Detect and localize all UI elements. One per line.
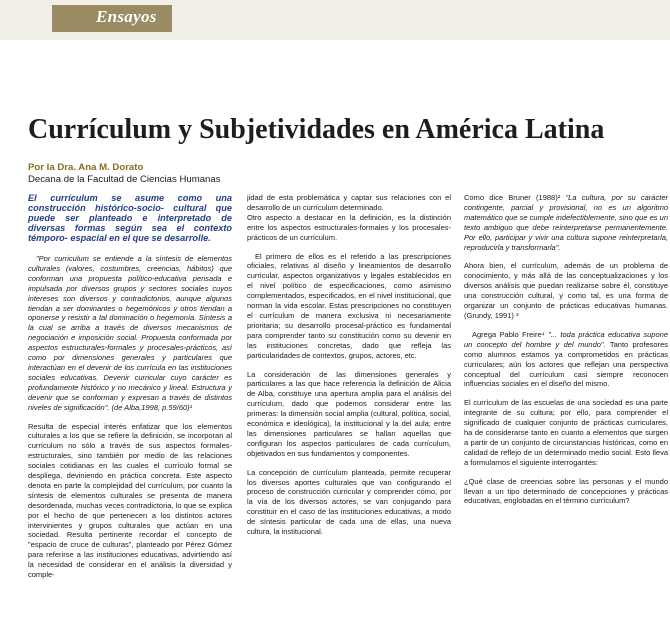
freire-paragraph: [464, 330, 668, 389]
text-column-3: [464, 193, 668, 633]
lead-paragraph: El currículum se asume como una construcción histórico-socio- cultural que puede ser planteado e interpretado de diversas formas según sea el contexto témporo- espacial en el que se desarrolle.: [28, 193, 232, 243]
section-tab: [52, 5, 172, 32]
body-paragraph: El currículum de las escuelas de una sociedad es una parte integrante de su cultura; por ello, para comprender el significado de cualquier conjunto de prácticas curriculares, ha de considerarse tanto en cuanto a elementos que surgen a partir de un conjunto de circunstancias históricas, como en calidad de reflejo de un determinado medio social. Esto lleva a formularnos el siguiente interrogantes:: [464, 398, 668, 467]
body-paragraph: jidad de esta problemática y captar sus relaciones con el desarrollo de un currículum determinado.: [247, 193, 451, 212]
article-author: Por la Dra. Ana M. Dorato: [28, 162, 144, 173]
text-column-1: [28, 193, 232, 633]
body-paragraph: La concepción de currículum planteada, permite recuperar los diversos aportes culturales que van configurando el proceso de construcción curricular y comprender cómo, por la vía de los diversos actores, se van conjugando para constituir en el caso de las instituciones educativas, a modo de síntesis particular de cada una de ellas, una nueva cultura, la institucional.: [247, 467, 451, 537]
citation-intro: Como dice Bruner (1988)²: [464, 193, 561, 202]
citation-intro: Agrega Pablo Freire⁴: [472, 329, 545, 339]
bruner-paragraph: [464, 193, 668, 252]
article-title: Currículum y Subjetividades en América Latina: [28, 114, 605, 145]
body-text: Tanto profesores como alumnos estamos ya comprometidos en prácticas curriculares; aún los actores que reflejan una perspectiva conceptual del currículum casi siempre reconocen influencias sociales en el diseño del mismo.: [464, 339, 668, 389]
text-column-2: [247, 193, 451, 633]
author-role: Decana de la Facultad de Ciencias Humanas: [28, 174, 221, 185]
body-paragraph: Otro aspecto a destacar en la definición, es la distinción entre los aspectos estructurales-formales y los procesales-prácticos de un currículum.: [247, 212, 451, 242]
freire-quote: "... toda práctica educativa supone un concepto del hombre y del mundo".: [464, 329, 668, 349]
bruner-quote: "La cultura, por su carácter contingente, parcial y provisional, no es un algoritmo matemático que se cumple indefectiblemente, sino que es un texto ambiguo que debe reinterpretarse permanentemente. Por ello, participar y vivir una cultura supone reinterpretarla, reproducirla y transformarla".: [464, 193, 668, 252]
body-paragraph: Resulta de especial interés enfatizar que los elementos culturales a los que se refiere la definición, se incorporan al currículum no sólo a través de sus aspectos formales-estructurales, sino también por medio de las relaciones sociales cotidianas en las cuales el currículo formal se despliega, deviniendo en práctica concreta. Este aspecto denota en parte la complejidad del currículum, por cuanto la síntesis de elementos culturales se presenta de manera desordenada, muchas veces contradictoria, lo que se explica por el hecho de que pertenecen a los distintos actores intervinientes y grupos culturales que actúan en una sociedad. Resulta pertinente recordar el concepto de "espacio de cruce de culturas", planteado por Pérez Gómez para referirse a las instituciones educativas, advirtiendo así la necesidad de considerar en el análisis la diversidad y comple-: [28, 421, 232, 580]
body-paragraph: La consideración de las dimensiones generales y particulares a las que hace referencia la definición de Alicia de Alba, constituye una apertura amplia para el análisis del currículum, dado que podemos considerar entre las primeras: la dimensión social amplia (cultural, política, social, económica e ideológica), la institucional y la del aula; entre las dimensiones particulares se hallan aquellas que configuran los aspectos particulares de cada currículum, objetivados en sus fundamentos y componentes.: [247, 369, 451, 458]
section-label: Ensayos: [96, 7, 157, 26]
question-paragraph: ¿Qué clase de creencias sobre las personas y el mundo llevan a un tipo determinado de concepciones y prácticas educativas, englobadas en el término currículum?: [464, 476, 668, 506]
body-paragraph: Ahora bien, el currículum, además de un problema de conocimiento, y más allá de las conceptualizaciones y los diversos análisis que puedan realizarse sobre él, constituye una construcción cultural, y como tal, es una forma de organizar un conjunto de prácticas educativas humanas. (Grundy, 1991) ³: [464, 261, 668, 320]
body-paragraph: El primero de ellos es el referido a las prescripciones oficiales, relativas al diseño y lineamientos de desarrollo curricular, aspectos organizativos y legales establecidos en el nivel político de especificaciones, como asimismo complementados, especificados, en el nivel institucional, que norman la vida escolar. Estas prescripciones no constituyen el currículum de manera exclusiva ni necesariamente prioritaria; su desarrollo procesal-práctico es fundamental para comprender tanto su constitución como su devenir en las instituciones concretas, dado que refleja las particularidades de contextos, grupos, actores, etc.: [247, 251, 451, 360]
header-band: [0, 0, 670, 40]
definition-quote: "Por curriculum se entiende a la síntesis de elementos culturales (valores, costumbres, creencias, hábitos) que conforman una propuesta político-educativa pensada e impulsada por diversos grupos y sectores sociales cuyos intereses son diversos y contradictorios, aunque algunos tiendan a ser dominantes o hegemónicos y otros tiendan a oponerse y resistir a tal dominación o hegemonía. Síntesis a la cual se arriba a través de diversos mecanismos de negociación e imposición social. Propuesta conformada por aspectos estructurales-formales y procesales-prácticos, así como por dimensiones generales y particulares que interactúan en el devenir de los currícula en las instituciones sociales educativas. Devenir curricular cuyo carácter es profundamente histórico y no mecánico y lineal. Estructura y devenir que se conforman y expresan a través de distintos niveles de significación". (de Alba,1998, p.59/60)¹: [28, 254, 232, 412]
